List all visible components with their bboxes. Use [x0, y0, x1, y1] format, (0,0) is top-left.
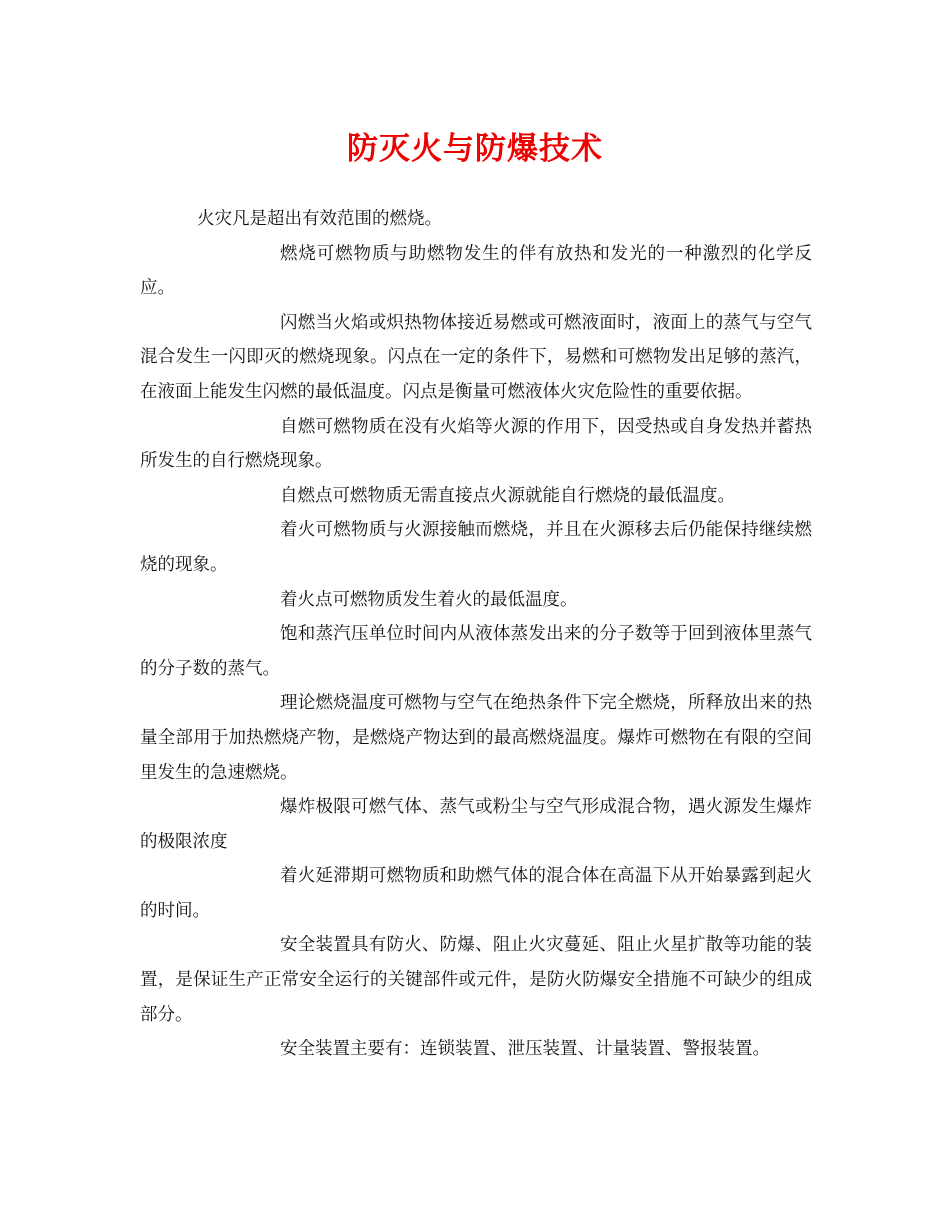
paragraph-ignition-delay: 着火延滞期可燃物质和助燃气体的混合体在高温下从开始暴露到起火的时间。	[140, 866, 812, 921]
paragraph-safety-device-types: 安全装置主要有：连锁装置、泄压装置、计量装置、警报装置。	[280, 1039, 770, 1060]
paragraph-flash-burn: 闪燃当火焰或炽热物体接近易燃或可燃液面时，液面上的蒸气与空气混合发生一闪即灭的燃烧现象。闪点在一定的条件下，易燃和可燃物发出足够的蒸汽，在液面上能发生闪燃的最低温度。闪点是衡量可燃液体火灾危险性的重要依据。	[140, 312, 812, 402]
paragraph-ignition: 着火可燃物质与火源接触而燃烧，并且在火源移去后仍能保持继续燃烧的现象。	[140, 520, 812, 575]
paragraph-explosion-limit: 爆炸极限可燃气体、蒸气或粉尘与空气形成混合物，遇火源发生爆炸的极限浓度	[140, 797, 812, 852]
paragraph-combustion: 燃烧可燃物质与助燃物发生的伴有放热和发光的一种激烈的化学反应。	[140, 243, 812, 299]
paragraph-ignition-point: 着火点可燃物质发生着火的最低温度。	[280, 589, 578, 610]
paragraph-fire-definition: 火灾凡是超出有效范围的燃烧。	[197, 209, 442, 229]
paragraph-theoretical-combustion-temperature: 理论燃烧温度可燃物与空气在绝热条件下完全燃烧，所释放出来的热量全部用于加热燃烧产物，是燃烧产物达到的最高燃烧温度。爆炸可燃物在有限的空间里发生的急速燃烧。	[140, 693, 812, 783]
paragraph-autoignition-point: 自燃点可燃物质无需直接点火源就能自行燃烧的最低温度。	[280, 485, 735, 506]
paragraph-safety-device: 安全装置具有防火、防爆、阻止火灾蔓延、阻止火星扩散等功能的装置，是保证生产正常安全运行的关键部件或元件，是防火防爆安全措施不可缺少的组成部分。	[140, 935, 812, 1025]
paragraph-spontaneous-combustion: 自燃可燃物质在没有火焰等火源的作用下，因受热或自身发热并蓄热所发生的自行燃烧现象。	[140, 416, 812, 472]
paragraph-saturated-vapor-pressure: 饱和蒸汽压单位时间内从液体蒸发出来的分子数等于回到液体里蒸气的分子数的蒸气。	[140, 624, 812, 679]
document-body	[140, 202, 812, 1067]
document-title: 防灭火与防爆技术	[347, 131, 603, 167]
